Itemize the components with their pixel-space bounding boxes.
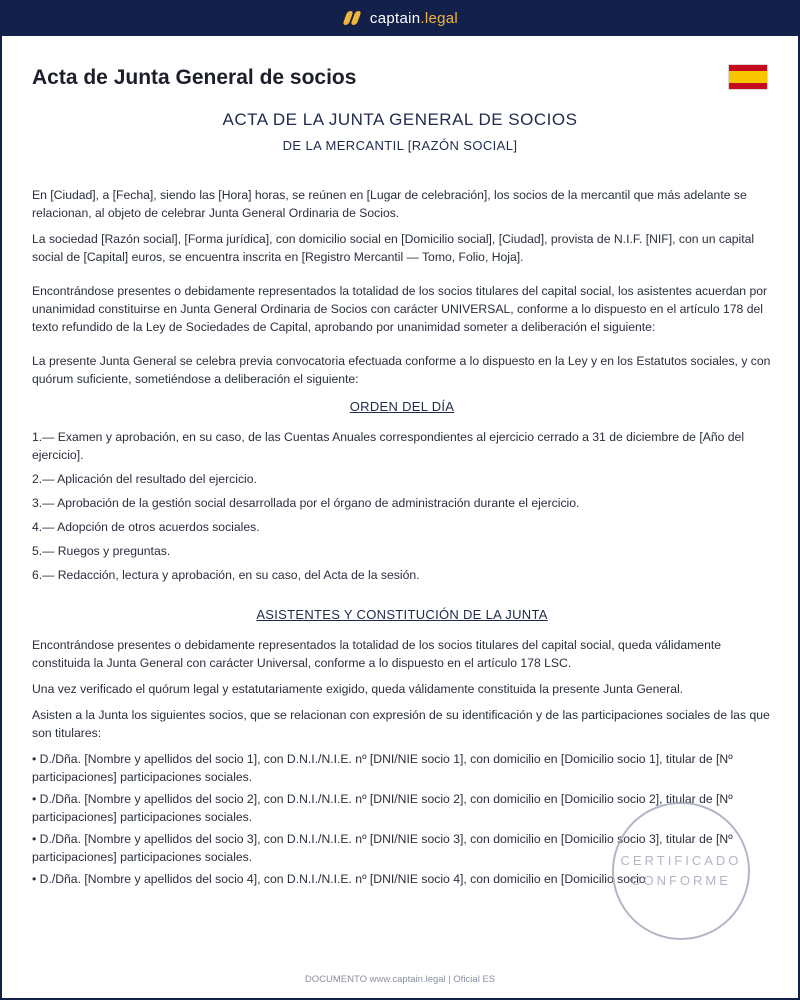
agenda-heading: ORDEN DEL DÍA (349, 399, 455, 414)
document-body (32, 186, 772, 892)
intro-paragraph: Encontrándose presentes o debidamente representados la totalidad de los socios titulares del capital social, los asistentes acuerdan por unanimidad constituirse en Junta General Ordinaria de Socios con carácter UNIVERSAL, conforme a lo dispuesto en el artículo 178 del texto refundido de la Ley de Sociedades de Capital, aprobando por unanimidad someter a deliberación el siguiente: (32, 284, 768, 334)
socio-item: • D./Dña. [Nombre y apellidos del socio 3], con D.N.I./N.I.E. nº [DNI/NIE socio 3], con domicilio en [Domicilio socio 3], titular de [Nº participaciones] participaciones sociales. (32, 832, 733, 864)
agenda-item: 6.— Redacción, lectura y aprobación, en su caso, del Acta de la sesión. (32, 568, 420, 582)
socio-item: • D./Dña. [Nombre y apellidos del socio 4], con D.N.I./N.I.E. nº [DNI/NIE socio 4], con domicilio en [Domicilio socio (32, 872, 646, 886)
intro-paragraph: En [Ciudad], a [Fecha], siendo las [Hora] horas, se reúnen en [Lugar de celebración], los socios de la mercantil que más adelante se relacionan, al objeto de celebrar Junta General Ordinaria de Socios. (32, 188, 747, 220)
socio-item: • D./Dña. [Nombre y apellidos del socio 2], con D.N.I./N.I.E. nº [DNI/NIE socio 2], con domicilio en [Domicilio socio 2], titular de [Nº participaciones] participaciones sociales. (32, 792, 733, 824)
attendees-paragraph: Asisten a la Junta los siguientes socios, que se relacionan con expresión de su identificación y de las participaciones sociales de las que son titulares: (32, 708, 770, 740)
certified-stamp (612, 802, 750, 940)
agenda-item: 5.— Ruegos y preguntas. (32, 544, 171, 558)
document-subtitle: DE LA MERCANTIL [RAZÓN SOCIAL] (282, 138, 518, 153)
socio-item: • D./Dña. [Nombre y apellidos del socio 1], con D.N.I./N.I.E. nº [DNI/NIE socio 1], con domicilio en [Domicilio socio 1], titular de [Nº participaciones] participaciones sociales. (32, 752, 733, 784)
document-footer: DOCUMENTO www.captain.legal | Oficial ES (304, 974, 496, 985)
document-sheet (2, 36, 798, 998)
document-header (2, 110, 798, 153)
captain-logo-icon (342, 10, 362, 26)
attendees-paragraph: Una vez verificado el quórum legal y estatutariamente exigido, queda válidamente constituida la presente Junta General. (32, 682, 684, 696)
intro-paragraph: La presente Junta General se celebra previa convocatoria efectuada conforme a lo dispuesto en la Ley y en los Estatutos sociales, y con quórum suficiente, sometiéndose a deliberación el siguiente: (32, 354, 771, 386)
agenda-item: 2.— Aplicación del resultado del ejercicio. (32, 472, 257, 486)
agenda-item: 4.— Adopción de otros acuerdos sociales. (32, 520, 260, 534)
stamp-line-1: CERTIFICADO (620, 853, 742, 868)
document-title: ACTA DE LA JUNTA GENERAL DE SOCIOS (222, 110, 578, 129)
brand-tld: .legal (420, 9, 459, 27)
agenda-item: 1.— Examen y aprobación, en su caso, de las Cuentas Anuales correspondientes al ejercicio cerrado a 31 de diciembre de [Año del ejercicio]. (32, 430, 745, 462)
top-bar (0, 0, 800, 36)
brand-logo[interactable] (342, 10, 458, 27)
stamp-line-2: CONFORME (631, 873, 731, 888)
agenda-item: 3.— Aprobación de la gestión social desarrollada por el órgano de administración durante el ejercicio. (32, 496, 580, 510)
page-title: Acta de Junta General de socios (32, 66, 357, 89)
spain-flag-icon (728, 64, 768, 90)
intro-paragraph: La sociedad [Razón social], [Forma jurídica], con domicilio social en [Domicilio social], [Ciudad], provista de N.I.F. [NIF], con un capital social de [Capital] euros, se encuentra inscrita en [Registro Mercantil — Tomo, Folio, Hoja]. (32, 232, 755, 264)
attendees-heading: ASISTENTES Y CONSTITUCIÓN DE LA JUNTA (256, 607, 548, 622)
attendees-paragraph: Encontrándose presentes o debidamente representados la totalidad de los socios titulares del capital social, queda válidamente constituida la Junta General con carácter Universal, conforme a lo dispuesto en el artículo 178 LSC. (32, 638, 722, 670)
brand-name: captain.legal (369, 9, 459, 27)
